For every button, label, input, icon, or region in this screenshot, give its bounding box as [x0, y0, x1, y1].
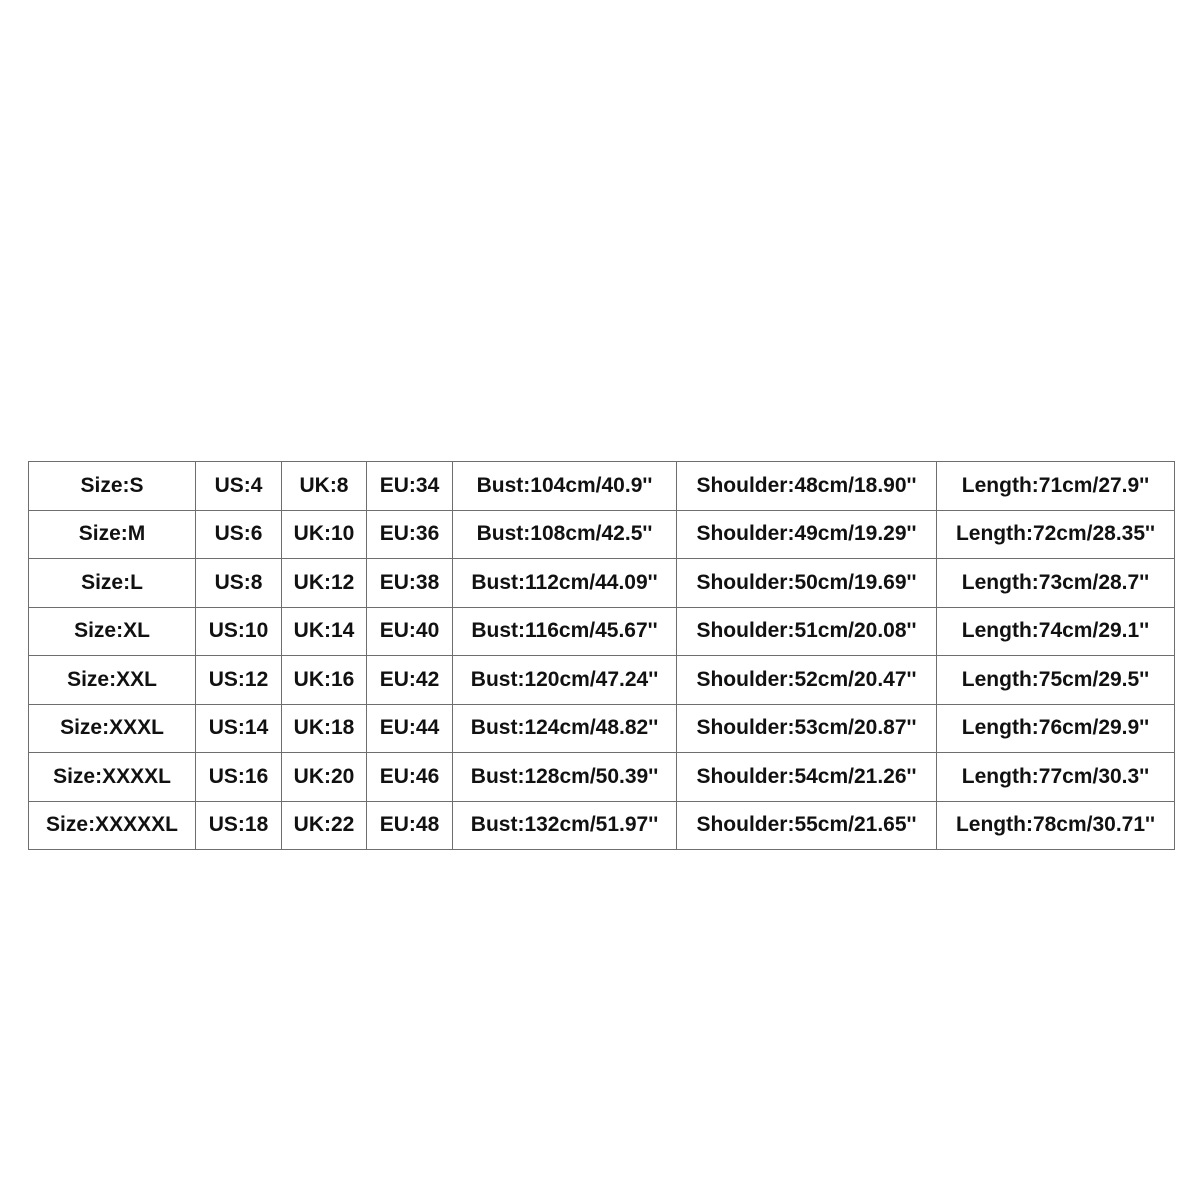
shoulder-cell: Shoulder:48cm/18.90''	[677, 462, 937, 511]
table-row	[29, 510, 1175, 559]
us-size-cell: US:8	[196, 559, 282, 608]
length-cell: Length:71cm/27.9''	[937, 462, 1175, 511]
bust-cell: Bust:108cm/42.5''	[453, 510, 677, 559]
shoulder-cell: Shoulder:50cm/19.69''	[677, 559, 937, 608]
uk-size-cell: UK:16	[282, 656, 367, 705]
bust-cell: Bust:116cm/45.67''	[453, 607, 677, 656]
us-size-cell: US:6	[196, 510, 282, 559]
eu-size-cell: EU:46	[367, 753, 453, 802]
us-size-cell: US:18	[196, 801, 282, 850]
uk-size-cell: UK:10	[282, 510, 367, 559]
eu-size-cell: EU:34	[367, 462, 453, 511]
bust-cell: Bust:112cm/44.09''	[453, 559, 677, 608]
length-cell: Length:72cm/28.35''	[937, 510, 1175, 559]
length-cell: Length:74cm/29.1''	[937, 607, 1175, 656]
eu-size-cell: EU:44	[367, 704, 453, 753]
uk-size-cell: UK:8	[282, 462, 367, 511]
length-cell: Length:75cm/29.5''	[937, 656, 1175, 705]
table-row	[29, 656, 1175, 705]
size-cell: Size:XXL	[29, 656, 196, 705]
table-row	[29, 753, 1175, 802]
us-size-cell: US:4	[196, 462, 282, 511]
table-row	[29, 704, 1175, 753]
length-cell: Length:77cm/30.3''	[937, 753, 1175, 802]
size-cell: Size:XXXL	[29, 704, 196, 753]
us-size-cell: US:10	[196, 607, 282, 656]
length-cell: Length:78cm/30.71''	[937, 801, 1175, 850]
eu-size-cell: EU:42	[367, 656, 453, 705]
table-row	[29, 462, 1175, 511]
size-cell: Size:XL	[29, 607, 196, 656]
length-cell: Length:73cm/28.7''	[937, 559, 1175, 608]
size-cell: Size:XXXXL	[29, 753, 196, 802]
us-size-cell: US:16	[196, 753, 282, 802]
shoulder-cell: Shoulder:52cm/20.47''	[677, 656, 937, 705]
length-cell: Length:76cm/29.9''	[937, 704, 1175, 753]
bust-cell: Bust:124cm/48.82''	[453, 704, 677, 753]
uk-size-cell: UK:12	[282, 559, 367, 608]
us-size-cell: US:12	[196, 656, 282, 705]
size-cell: Size:L	[29, 559, 196, 608]
eu-size-cell: EU:40	[367, 607, 453, 656]
table-row	[29, 607, 1175, 656]
size-cell: Size:XXXXXL	[29, 801, 196, 850]
shoulder-cell: Shoulder:49cm/19.29''	[677, 510, 937, 559]
uk-size-cell: UK:18	[282, 704, 367, 753]
table-row	[29, 801, 1175, 850]
size-cell: Size:M	[29, 510, 196, 559]
uk-size-cell: UK:22	[282, 801, 367, 850]
uk-size-cell: UK:20	[282, 753, 367, 802]
bust-cell: Bust:104cm/40.9''	[453, 462, 677, 511]
size-chart-table	[28, 461, 1175, 850]
eu-size-cell: EU:38	[367, 559, 453, 608]
bust-cell: Bust:120cm/47.24''	[453, 656, 677, 705]
table-row	[29, 559, 1175, 608]
shoulder-cell: Shoulder:53cm/20.87''	[677, 704, 937, 753]
shoulder-cell: Shoulder:51cm/20.08''	[677, 607, 937, 656]
us-size-cell: US:14	[196, 704, 282, 753]
eu-size-cell: EU:36	[367, 510, 453, 559]
size-cell: Size:S	[29, 462, 196, 511]
uk-size-cell: UK:14	[282, 607, 367, 656]
bust-cell: Bust:132cm/51.97''	[453, 801, 677, 850]
bust-cell: Bust:128cm/50.39''	[453, 753, 677, 802]
shoulder-cell: Shoulder:54cm/21.26''	[677, 753, 937, 802]
shoulder-cell: Shoulder:55cm/21.65''	[677, 801, 937, 850]
eu-size-cell: EU:48	[367, 801, 453, 850]
